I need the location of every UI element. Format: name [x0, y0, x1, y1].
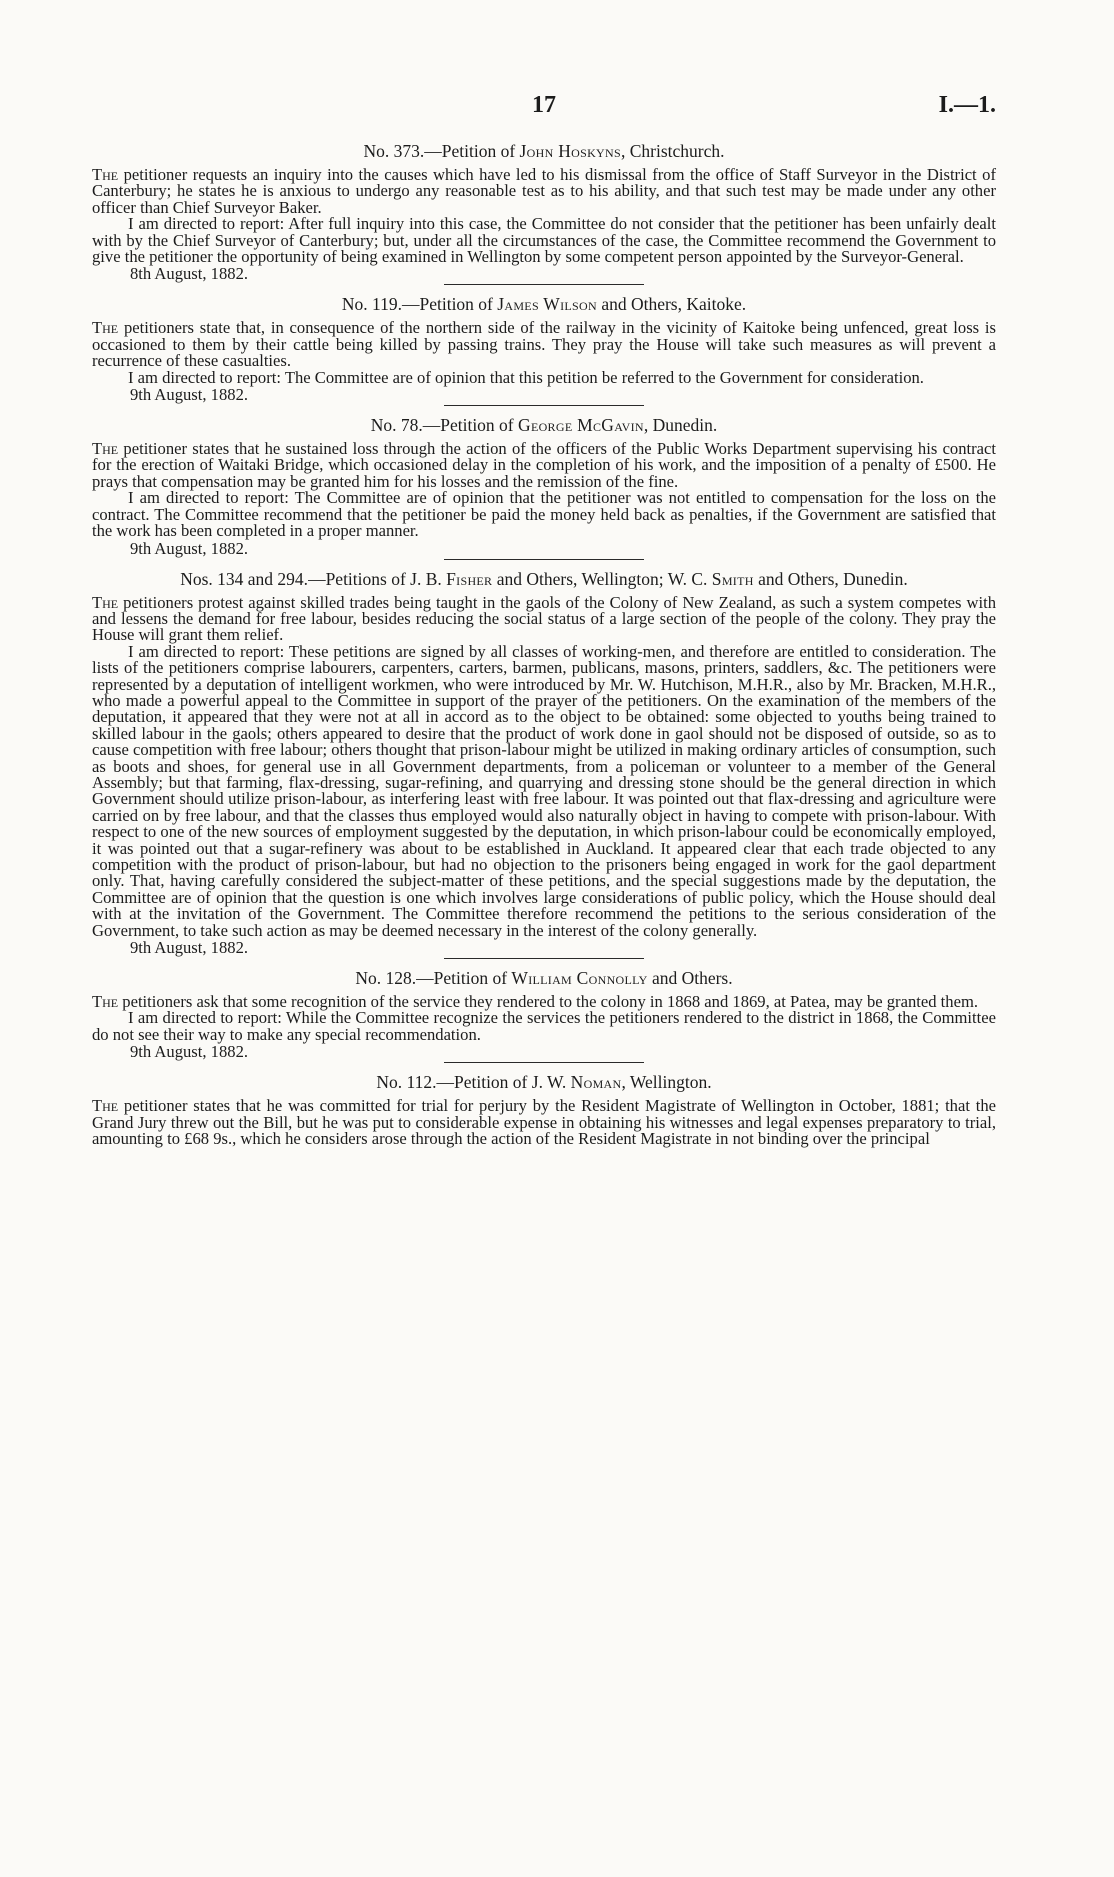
page-header	[92, 92, 996, 132]
petition-place: and Others, Kaitoke.	[596, 294, 747, 315]
petitioner-name: John Hoskyns	[519, 141, 621, 161]
section-divider	[444, 284, 644, 285]
petition-prefix: —Petition of	[424, 141, 520, 161]
petition-prefix: —Petition of	[416, 968, 512, 989]
report-date: 9th August, 1882.	[130, 1042, 249, 1062]
petition-place: , Christchurch.	[620, 141, 725, 161]
lead-word: The	[92, 165, 119, 184]
petition-place: and Others.	[647, 968, 733, 989]
petition-title	[120, 569, 968, 589]
petitioner-name: William Connolly	[511, 968, 648, 989]
committee-report: I am directed to report: The Committee are of opinion that this petition be referred to the Government for consideration.	[128, 367, 924, 387]
petition-title	[120, 415, 968, 435]
petition-number: Nos. 134 and 294.	[180, 568, 309, 589]
petition-title	[120, 294, 968, 314]
petitioner-name: Noman	[570, 1072, 622, 1093]
petition-place: , Dunedin.	[643, 415, 718, 436]
report-date: 9th August, 1882.	[130, 938, 249, 958]
lead-word: The	[92, 1096, 119, 1116]
petition-128	[92, 968, 996, 1063]
statement-text: petitioner states that he was committed for trial for perjury by the Resident Magistrate of Wellington in October, 1881; that the Grand Jury threw out the Bill, but he was put to considerable expense in obtaining his witnesses and legal expenses preparatory to trial, amounting to £68 9s., which he considers arose through the action of the Resident Magistrate in not binding over the principal	[92, 1096, 996, 1149]
petition-373	[92, 141, 996, 285]
petition-number: No. 119.	[341, 294, 402, 315]
petition-title	[120, 141, 968, 161]
committee-report: I am directed to report: After full inquiry into this case, the Committee do not consider that the petitioner has been unfairly dealt with by the Chief Surveyor of Canterbury; but, under all the circumstances of the case, the Committee recommend the Government to give the petitioner the opportunity of being examined in Wellington by some competent person appointed by the Surveyor-General.	[92, 214, 996, 267]
petition-134-294	[92, 569, 996, 960]
petitioner-name-second: Smith	[711, 568, 754, 589]
committee-report: I am directed to report: While the Committee recognize the services the petitioners rendered to the district in 1868, the Committee do not see their way to make any special recommendation.	[92, 1008, 996, 1044]
petitioner-name: Fisher	[446, 568, 493, 589]
petition-place-second: and Others, Dunedin.	[753, 568, 908, 589]
petition-place: and Others, Wellington; W. C.	[492, 568, 712, 589]
petition-119	[92, 294, 996, 406]
committee-report: I am directed to report: The Committee are of opinion that the petitioner was not entitled to compensation for the loss on the contract. The Committee recommend that the petitioner be paid the money held back as penalties, if the Government are satisfied that the work has been completed in a proper manner.	[92, 488, 996, 541]
petition-number: No. 128.	[355, 968, 417, 989]
statement-text: petitioner states that he sustained loss through the action of the officers of the Public Works Department supervising his contract for the erection of Waitaki Bridge, which occasioned delay in the completion of his work, and the imposition of a penalty of £500. He prays that compensation may be granted him for his losses and the remission of the fine.	[92, 439, 996, 491]
petitioner-name: George McGavin	[518, 415, 644, 436]
lead-word: The	[92, 592, 119, 612]
section-divider	[444, 405, 644, 406]
report-date: 8th August, 1882.	[130, 264, 249, 284]
section-divider	[444, 958, 644, 959]
petition-statement	[92, 167, 996, 216]
petition-78	[92, 415, 996, 559]
lead-word: The	[92, 439, 119, 459]
petition-112	[92, 1072, 996, 1147]
petition-statement	[92, 441, 996, 490]
petition-title	[120, 968, 968, 988]
statement-text: petitioner requests an inquiry into the causes which have led to his dismissal from the office of Staff Surveyor in the District of Canterbury; he states he is anxious to undergo any reasonable test as to his ability, and that such test may be made under any other officer than Chief Surveyor Baker.	[92, 165, 996, 217]
petition-statement	[92, 592, 996, 645]
petition-number: No. 112.	[376, 1072, 437, 1093]
lead-word: The	[92, 992, 119, 1012]
section-divider	[444, 559, 644, 560]
petitioner-name: James Wilson	[497, 294, 597, 315]
lead-word: The	[92, 318, 119, 338]
petition-place: , Wellington.	[621, 1072, 712, 1093]
page-number: 17	[532, 92, 556, 118]
statement-text: petitioners ask that some recognition of the service they rendered to the colony in 1868 and 1869, at Patea, may be granted them.	[118, 992, 978, 1012]
petition-title	[120, 1072, 968, 1092]
petition-prefix: —Petition of J. W.	[436, 1072, 571, 1093]
document-reference: I.—1.	[938, 92, 996, 118]
statement-text: petitioners state that, in consequence of the northern side of the railway in the vicinity of Kaitoke being unfenced, great loss is occasioned to them by their cattle being killed by passing trains. They pray the House will take such measures as will prevent a recurrence of these casualties.	[92, 318, 996, 371]
petition-statement	[92, 1098, 996, 1147]
committee-report: I am directed to report: These petitions are signed by all classes of working-men, and therefore are entitled to consideration. The lists of the petitioners comprise labourers, carpenters, carters, barmen, publicans, masons, printers, saddlers, &c. The petitioners were represented by a deputation of intelligent workmen, who were introduced by Mr. W. Hutchison, M.H.R., also by Mr. Bracken, M.H.R., who made a powerful appeal to the Committee in support of the prayer of the petitioners. On the examination of the members of the deputation, it appeared that they were not at all in accord as to the object to be obtained: some objected to youths being trained to skilled labour in the gaols; others appeared to desire that the product of work done in gaol should not be disposed of outside, so as to cause competition with free labour; others thought that prison-labour might be utilized in making ordinary articles of consumption, such as boots and shoes, for general use in all Government departments, from a policeman or volunteer to a member of the General Assembly; but that farming, flax-dressing, sugar-refining, and quarrying and dressing stone should be the general direction in which Government should utilize prison-labour, as interfering least with free labour. It was pointed out that flax-dressing and agriculture were carried on by free labour, and that the classes thus employed would also naturally object in having to compete with prison-labour. With respect to one of the new sources of employment suggested by the deputation, in which prison-labour could be economically employed, it was pointed out that a sugar-refinery was about to be established in Auckland. It appeared clear that each trade objected to any competition with the product of prison-labour, but had no objection to the prisoners being engaged in work for the gaol department only. That, having carefully considered the subject-matter of these petitions, and the special suggestions made by the deputation, the Committee are of opinion that the question is one which involves large considerations of public policy, which the House should deal with at the invitation of the Government. The Committee therefore recommend the petitions to the serious consideration of the Government, to take such action as may be deemed necessary in the interest of the colony generally.	[92, 641, 996, 940]
petition-number: No. 373.	[363, 141, 425, 161]
petition-statement	[92, 320, 996, 369]
section-divider	[444, 1062, 644, 1063]
report-date: 9th August, 1882.	[130, 538, 249, 558]
report-date: 9th August, 1882.	[130, 385, 249, 405]
petition-number: No. 78.	[370, 415, 423, 436]
petition-prefix: —Petitions of J. B.	[308, 568, 447, 589]
petition-prefix: —Petition of	[422, 415, 519, 436]
statement-text: petitioners protest against skilled trades being taught in the gaols of the Colony of New Zealand, as such a system competes with and lessens the demand for free labour, besides reducing the social status of a large section of the people of the colony. They pray the House will grant them relief.	[92, 592, 996, 645]
petition-prefix: —Petition of	[401, 294, 498, 315]
